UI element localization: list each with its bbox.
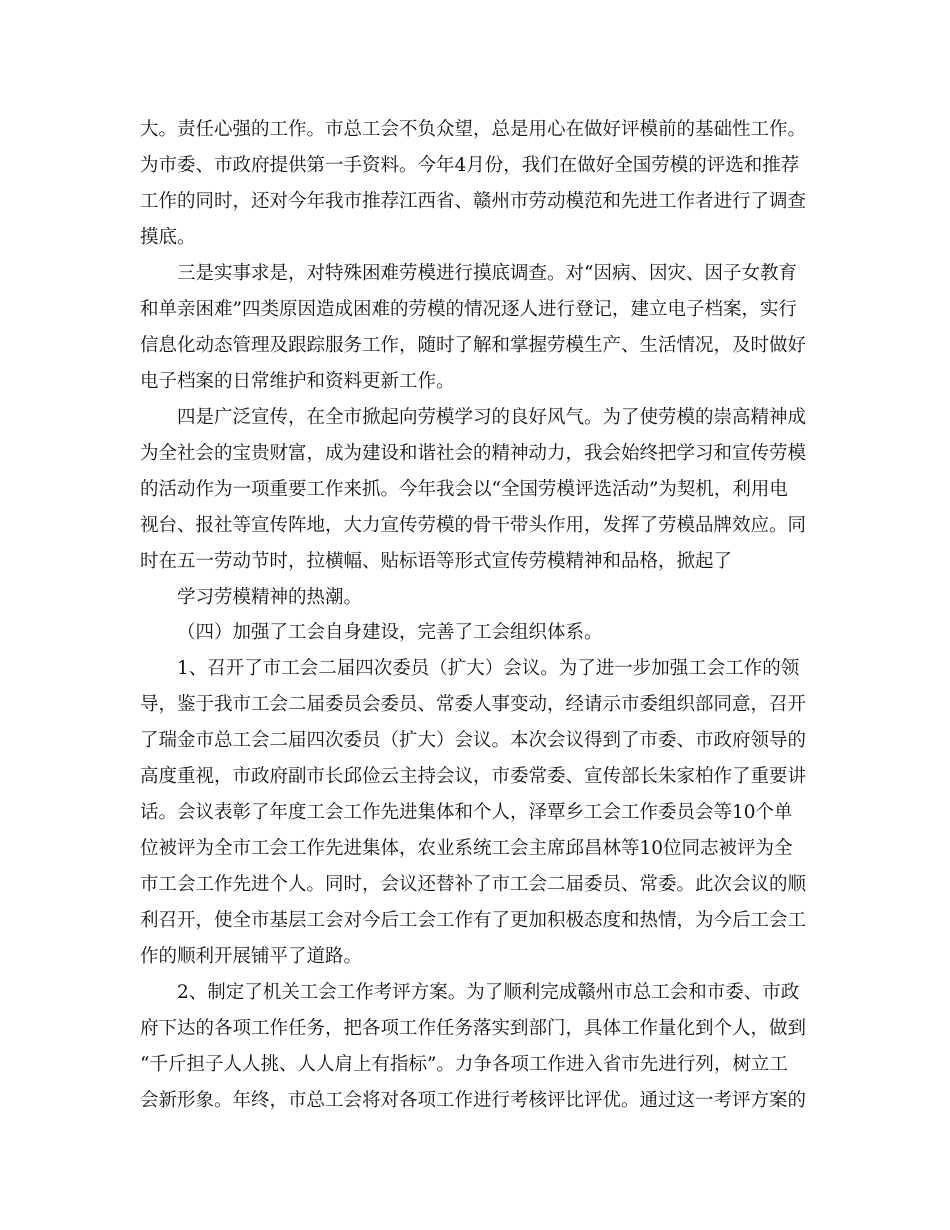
text-line: 利召开，使全市基层工会对今后工会工作有了更加积极态度和热情，为今后工会工 — [140, 910, 807, 931]
text-line: 大。责任心强的工作。市总工会不负众望，总是用心在做好评模前的基础性工作。 — [140, 119, 807, 140]
paragraph-start-line: 三是实事求是，对特殊困难劳模进行摸底调查。对“因病、因灾、因子女教育 — [177, 263, 797, 284]
paragraph-start-line: 1、召开了市工会二届四次委员（扩大）会议。为了进一步加强工会工作的领 — [177, 658, 800, 679]
text-line: 会新形象。年终，市总工会将对各项工作进行考核评比评优。通过这一考评方案的 — [140, 1090, 807, 1111]
text-line: 信息化动态管理及跟踪服务工作，随时了解和掌握劳模生产、生活情况，及时做好 — [140, 335, 807, 356]
text-line: “千斤担子人人挑、人人肩上有指标”。力争各项工作进入省市先进行列，树立工 — [140, 1054, 788, 1075]
text-line: 的活动作为一项重要工作来抓。今年我会以“全国劳模评选活动”为契机，利用电 — [140, 479, 788, 500]
text-line: 府下达的各项工作任务，把各项工作任务落实到部门，具体工作量化到个人，做到 — [140, 1018, 807, 1039]
text-line: 和单亲困难”四类原因造成困难的劳模的情况逐人进行登记，建立电子档案，实行 — [140, 299, 797, 320]
text-line: 为市委、市政府提供第一手资料。今年4月份，我们在做好全国劳模的评选和推荐 — [140, 155, 800, 176]
paragraph-start-line: 2、制定了机关工会工作考评方案。为了顺利完成赣州市总工会和市委、市政 — [177, 982, 800, 1003]
text-line: 时在五一劳动节时，拉横幅、贴标语等形式宣传劳模精神和品格，掀起了 — [140, 551, 733, 572]
text-line: 视台、报社等宣传阵地，大力宣传劳模的骨干带头作用，发挥了劳模品牌效应。同 — [140, 515, 807, 536]
paragraph-start-line: 四是广泛宣传，在全市掀起向劳模学习的良好风气。为了使劳模的崇高精神成 — [177, 407, 807, 428]
text-line: 了瑞金市总工会二届四次委员（扩大）会议。本次会议得到了市委、市政府领导的 — [140, 730, 807, 751]
text-line: 电子档案的日常维护和资料更新工作。 — [140, 371, 455, 392]
text-line: 导，鉴于我市工会二届委员会委员、常委人事变动，经请示市委组织部同意，召开 — [140, 694, 807, 715]
paragraph-start-line: 学习劳模精神的热潮。 — [177, 587, 363, 608]
text-line: 市工会工作先进个人。同时，会议还替补了市工会二届委员、常委。此次会议的顺 — [140, 874, 807, 895]
text-line: 位被评为全市工会工作先进集体，农业系统工会主席邱昌林等10位同志被评为全 — [140, 838, 793, 859]
text-line: 话。会议表彰了年度工会工作先进集体和个人，泽覃乡工会工作委员会等10个单 — [140, 802, 793, 823]
text-line: 工作的同时，还对今年我市推荐江西省、赣州市劳动模范和先进工作者进行了调查 — [140, 191, 807, 212]
text-line: 为全社会的宝贵财富，成为建设和谐社会的精神动力，我会始终把学习和宣传劳模 — [140, 443, 807, 464]
text-line: 高度重视，市政府副市长邱俭云主持会议，市委常委、宣传部长朱家柏作了重要讲 — [140, 766, 807, 787]
text-line: 作的顺利开展铺平了道路。 — [140, 946, 363, 967]
section-heading: （四）加强了工会自身建设，完善了工会组织体系。 — [177, 622, 603, 643]
text-line: 摸底。 — [140, 227, 196, 248]
